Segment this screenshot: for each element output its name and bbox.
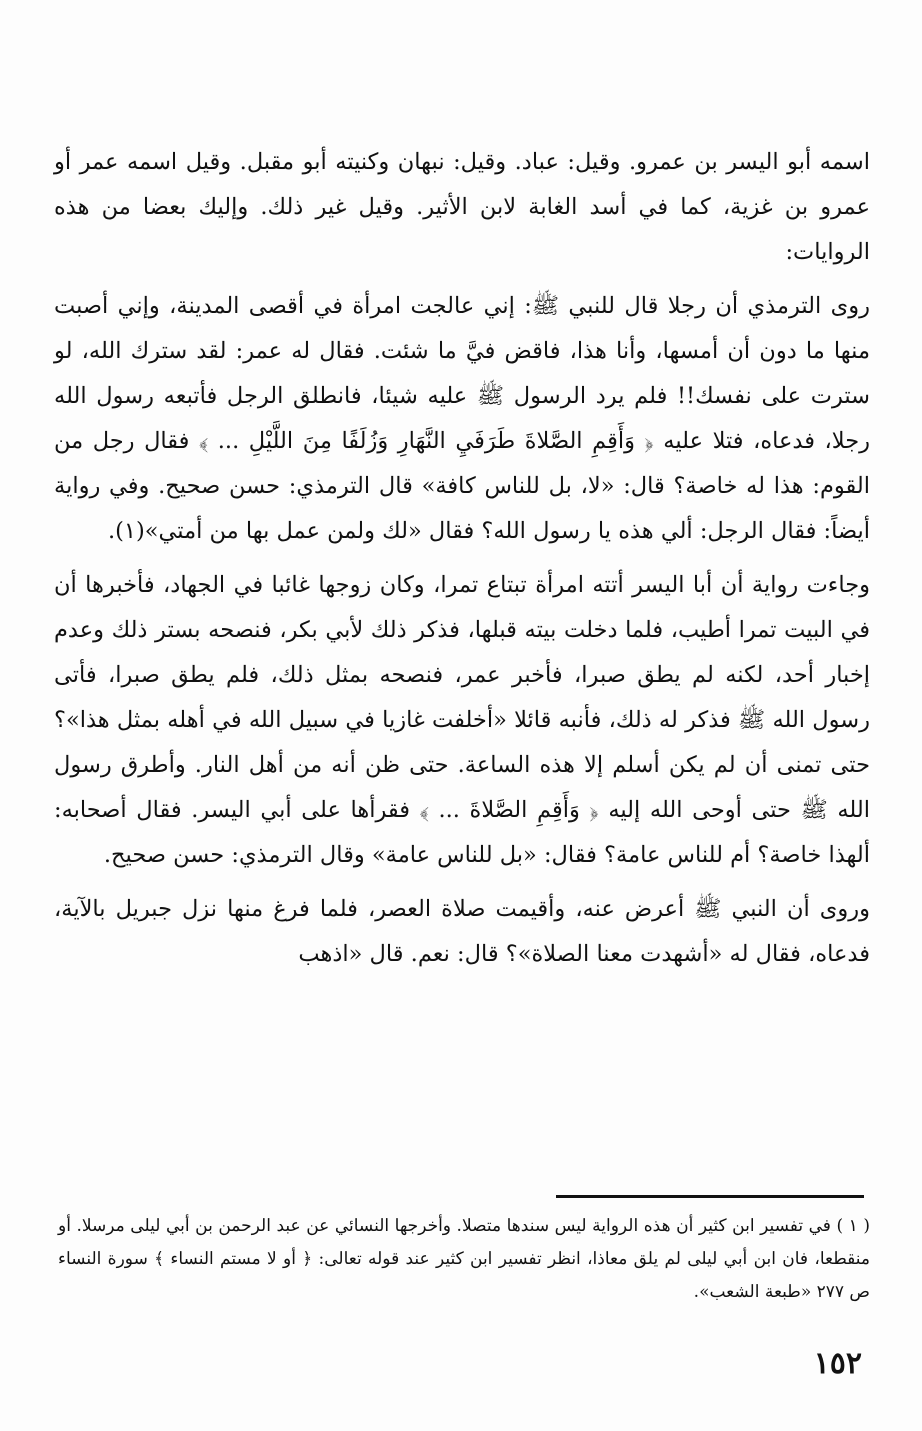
page-number: ١٥٢: [813, 1346, 862, 1381]
paragraph-abu-alyasar-narration: وجاءت رواية أن أبا اليسر أتته امرأة تبتاع تمرا، وكان زوجها غائبا في الجهاد، فأخبرها أن في البيت تمرا أطيب، فلما دخلت بيته قبلها، فذكر ذلك لأبي بكر، فنصحه بستر ذلك وعدم إخبار أحد، لكنه لم يطق صبرا، فأخبر عمر، فنصحه بمثل ذلك، فلم يطق صبرا، فأتى رسول الله ﷺ فذكر له ذلك، فأنبه قائلا «أخلفت غازيا في سبيل الله في أهله بمثل هذا»؟ حتى تمنى أن لم يكن أسلم إلا هذه الساعة. حتى ظن أنه من أهل النار. وأطرق رسول الله ﷺ حتى أوحى الله إليه ﴿ وَأَقِمِ الصَّلاةَ ... ﴾ فقرأها على أبي اليسر. فقال أصحابه: ألهذا خاصة؟ أم للناس عامة؟ فقال: «بل للناس عامة» وقال الترمذي: حسن صحيح.: [54, 572, 870, 868]
paragraph-intro: اسمه أبو اليسر بن عمرو. وقيل: عباد. وقيل: نبهان وكنيته أبو مقبل. وقيل اسمه عمر أو عمرو بن غزية، كما في أسد الغابة لابن الأثير. وقيل غير ذلك. وإليك بعضا من هذه الروايات:: [54, 149, 870, 265]
paragraph-tirmidhi-narration: روى الترمذي أن رجلا قال للنبي ﷺ: إني عالجت امرأة في أقصى المدينة، وإني أصبت منها ما دون أن أمسها، وأنا هذا، فاقض فيَّ ما شئت. فقال له عمر: لقد سترك الله، لو سترت على نفسك!! فلم يرد الرسول ﷺ عليه شيئا، فانطلق الرجل فأتبعه رسول الله رجلا، فدعاه، فتلا عليه ﴿ وَأَقِمِ الصَّلاةَ طَرَفَيِ النَّهَارِ وَزُلَفًا مِنَ اللَّيْلِ ... ﴾ فقال رجل من القوم: هذا له خاصة؟ قال: «لا، بل للناس كافة» قال الترمذي: حسن صحيح. وفي رواية أيضاً: فقال الرجل: ألي هذه يا رسول الله؟ فقال «لك ولمن عمل بها من أمتي»(١).: [54, 293, 870, 544]
paragraph-asr-prayer-narration: وروى أن النبي ﷺ أعرض عنه، وأقيمت صلاة العصر، فلما فرغ منها نزل جبريل بالآية، فدعاه، فقال له «أشهدت معنا الصلاة»؟ قال: نعم. قال «اذهب: [54, 896, 870, 967]
footnote: ( ١ ) في تفسير ابن كثير أن هذه الرواية ليس سندها متصلا. وأخرجها النسائي عن عبد الرحمن بن أبي ليلى مرسلا. أو منقطعا، فان ابن أبي ليلى لم يلق معاذا، انظر تفسير ابن كثير عند قوله تعالى: ﴿ أو لا مستم النساء ﴾ سورة النساء ص ٢٧٧ «طبعة الشعب».: [58, 1216, 870, 1302]
footnote-separator: [556, 1195, 864, 1198]
main-text: [54, 140, 870, 986]
